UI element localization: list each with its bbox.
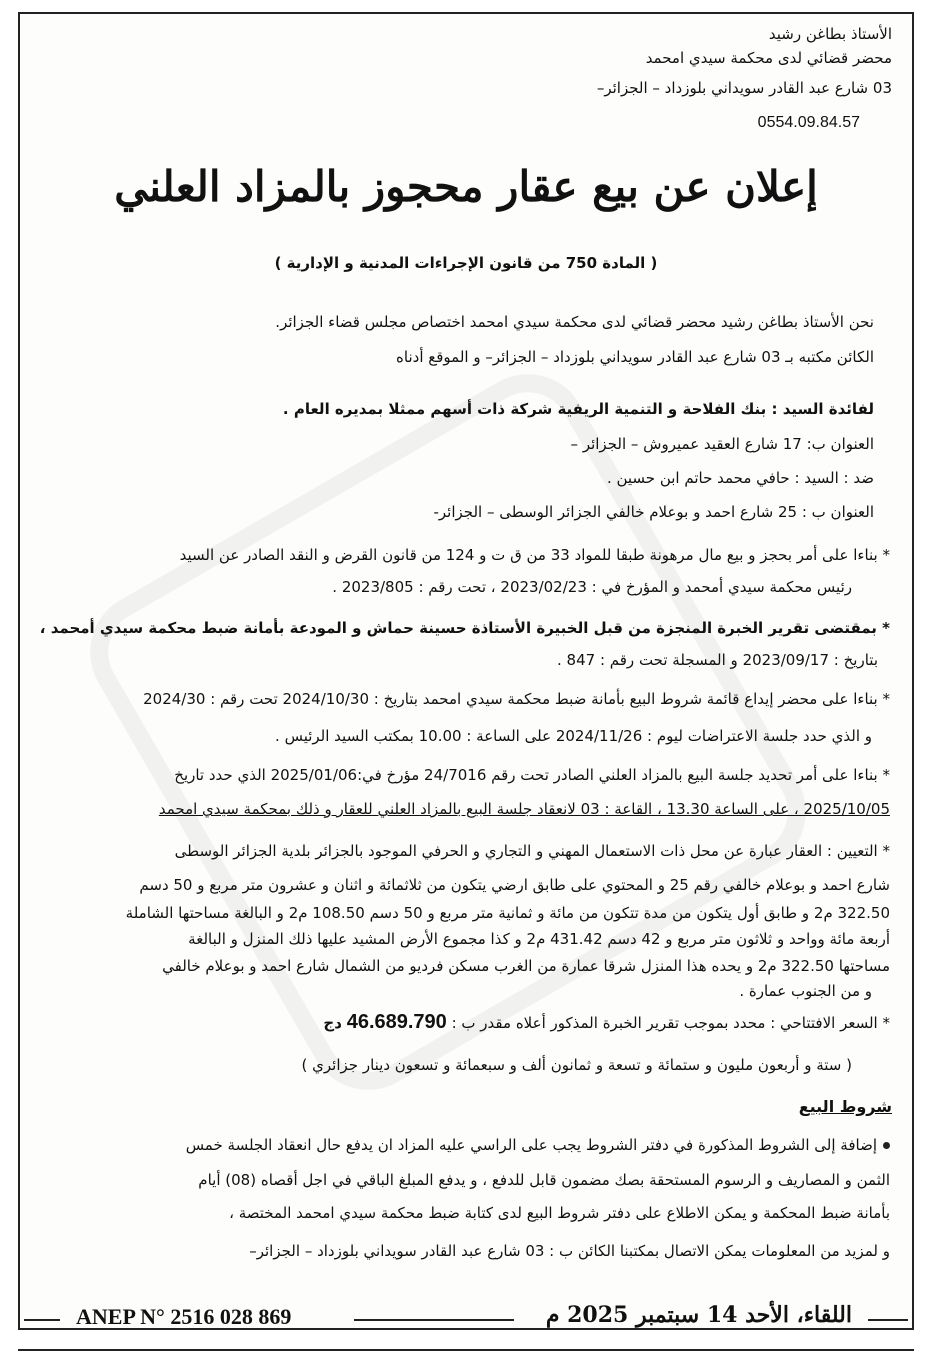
signature-date: اللقاء، الأحد 14 سبتمبر 2025 م: [545, 1302, 852, 1328]
conditions-line-2: الثمن و المصاريف و الرسوم المستحقة بصك مضمون قابل للدفع ، و يدفع المبلغ الباقي في اجل أقصاه (08) أيام: [198, 1171, 890, 1189]
header-name: الأستاذ بطاغن رشيد: [768, 25, 892, 43]
conditions-line-1: [186, 1134, 890, 1156]
anep-number: ANEP N° 2516 028 869: [76, 1304, 292, 1329]
page-title: إعلان عن بيع عقار محجوز بالمزاد العلني: [114, 162, 818, 211]
conditions-text-1: إضافة إلى الشروط المذكورة في دفتر الشروط يجب على الراسي عليه المزاد ان يدفع حال انعقاد الجلسة خمس: [185, 1136, 877, 1154]
price-in-words: ( ستة و أربعون مليون و ستمائة و تسعة و ثمانون ألف و سبعمائة و تسعون دينار جزائري ): [301, 1056, 852, 1074]
footer-rule-middle: [354, 1319, 514, 1321]
designation-line-3: 322.50 م2 و طابق أول يتكون من مدة تتكون من مائة و ثمانية متر مربع و 50 دسم 108.50 م2 و البالغة مساحتها الشاملة: [125, 904, 890, 922]
opening-price: [323, 1011, 890, 1034]
designation-line-1: * التعيين : العقار عبارة عن محل ذات الاستعمال المهني و التجاري و الحرفي الموجود بالجزائر بلدية الجزائر الوسطى: [174, 842, 890, 860]
header-office: محضر قضائي لدى محكمة سيدي امحمد: [645, 49, 892, 67]
header-address: 03 شارع عبد القادر سويداني بلوزداد – الجزائر–: [596, 79, 892, 97]
item-4-line-1: * بناءا على أمر تحديد جلسة البيع بالمزاد العلني الصادر تحت رقم 24/7016 مؤرخ في:2025/01/06 الذي حدد تاريخ: [174, 766, 890, 784]
designation-line-5: مساحتها 322.50 م2 و يحده هذا المنزل شرقا عمارة من الغرب مسكن فرديو من الشمال شارع احمد و بوعلام خالفي: [162, 957, 890, 975]
item-2-line-2: بتاريخ : 2023/09/17 و المسجلة تحت رقم : 847 .: [557, 651, 878, 669]
item-1-line-2: رئيس محكمة سيدي أمحمد و المؤرخ في : 2023/02/23 ، تحت رقم : 2023/805 .: [332, 578, 852, 596]
intro-line-1: نحن الأستاذ بطاغن رشيد محضر قضائي لدى محكمة سيدي امحمد اختصاص مجلس قضاء الجزائر.: [275, 313, 874, 331]
against-party: ضد : السيد : حافي محمد حاتم ابن حسين .: [606, 469, 874, 487]
opening-price-label: * السعر الافتتاحي : محدد بموجب تقرير الخبرة المذكور أعلاه مقدر ب :: [451, 1014, 890, 1032]
bottom-border: [18, 1349, 914, 1351]
item-2-line-1: * بمقتضى تقرير الخبرة المنجزة من قبل الخبيرة الأستاذة حسينة حماش و المودعة بأمانة ضبط محكمة سيدي أمحمد ،: [39, 619, 890, 637]
footer-rule-left: [24, 1319, 60, 1321]
beneficiary: لفائدة السيد : بنك الفلاحة و التنمية الريفية شركة ذات أسهم ممثلا بمديره العام .: [282, 400, 874, 418]
page-subtitle: ( المادة 750 من قانون الإجراءات المدنية و الإدارية ): [274, 254, 658, 272]
header-phone: 0554.09.84.57: [757, 114, 860, 131]
conditions-line-3: بأمانة ضبط المحكمة و يمكن الاطلاع على دفتر شروط البيع لدى كتابة ضبط محكمة سيدي امحمد المختصة ،: [229, 1204, 890, 1222]
against-address: العنوان ب : 25 شارع احمد و بوعلام خالفي الجزائر الوسطى – الجزائر-: [433, 503, 874, 521]
designation-line-6: و من الجنوب عمارة .: [739, 982, 872, 1000]
footer-rule-right: [868, 1319, 908, 1321]
conditions-line-4: و لمزيد من المعلومات يمكن الاتصال بمكتبنا الكائن ب : 03 شارع عبد القادر سويداني بلوزداد – الجزائر–: [249, 1242, 890, 1260]
announcement-page: [18, 12, 914, 1330]
intro-line-2: الكائن مكتبه بـ 03 شارع عبد القادر سويداني بلوزداد – الجزائر– و الموقع أدناه: [396, 348, 874, 366]
designation-line-4: أربعة مائة وواحد و ثلاثون متر مربع و 42 دسم 431.42 م2 و كذا مجموع الأرض المشيد عليها ذلك المنزل و البالغة: [188, 930, 890, 948]
opening-price-value: 46.689.790: [346, 1011, 447, 1033]
item-3-line-1: * بناءا على محضر إيداع قائمة شروط البيع بأمانة ضبط محكمة سيدي امحمد بتاريخ : 2024/10/30 تحت رقم : 2024/30: [143, 690, 890, 708]
conditions-heading: شروط البيع: [798, 1097, 892, 1116]
item-3-line-2: و الذي حدد جلسة الاعتراضات ليوم : 2024/11/26 على الساعة : 10.00 بمكتب السيد الرئيس .: [275, 727, 872, 745]
beneficiary-address: العنوان ب: 17 شارع العقيد عميروش – الجزائر –: [570, 435, 874, 453]
bullet-icon: [883, 1142, 890, 1149]
item-1-line-1: * بناءا على أمر بحجز و بيع مال مرهونة طبقا للمواد 33 من ق ت و 124 من قانون القرض و النقد الصادر عن السيد: [179, 546, 890, 564]
opening-price-currency: دج: [323, 1014, 342, 1032]
designation-line-2: شارع احمد و بوعلام خالفي رقم 25 و المحتوي على طابق ارضي يتكون من ثلاثمائة و اثنان و عشرون متر مربع و 50 دسم: [139, 876, 890, 894]
item-4-line-2: 2025/10/05 ، على الساعة 13.30 ، القاعة : 03 لانعقاد جلسة البيع بالمزاد العلني للعقار و ذلك بمحكمة سيدي امحمد: [158, 800, 890, 818]
